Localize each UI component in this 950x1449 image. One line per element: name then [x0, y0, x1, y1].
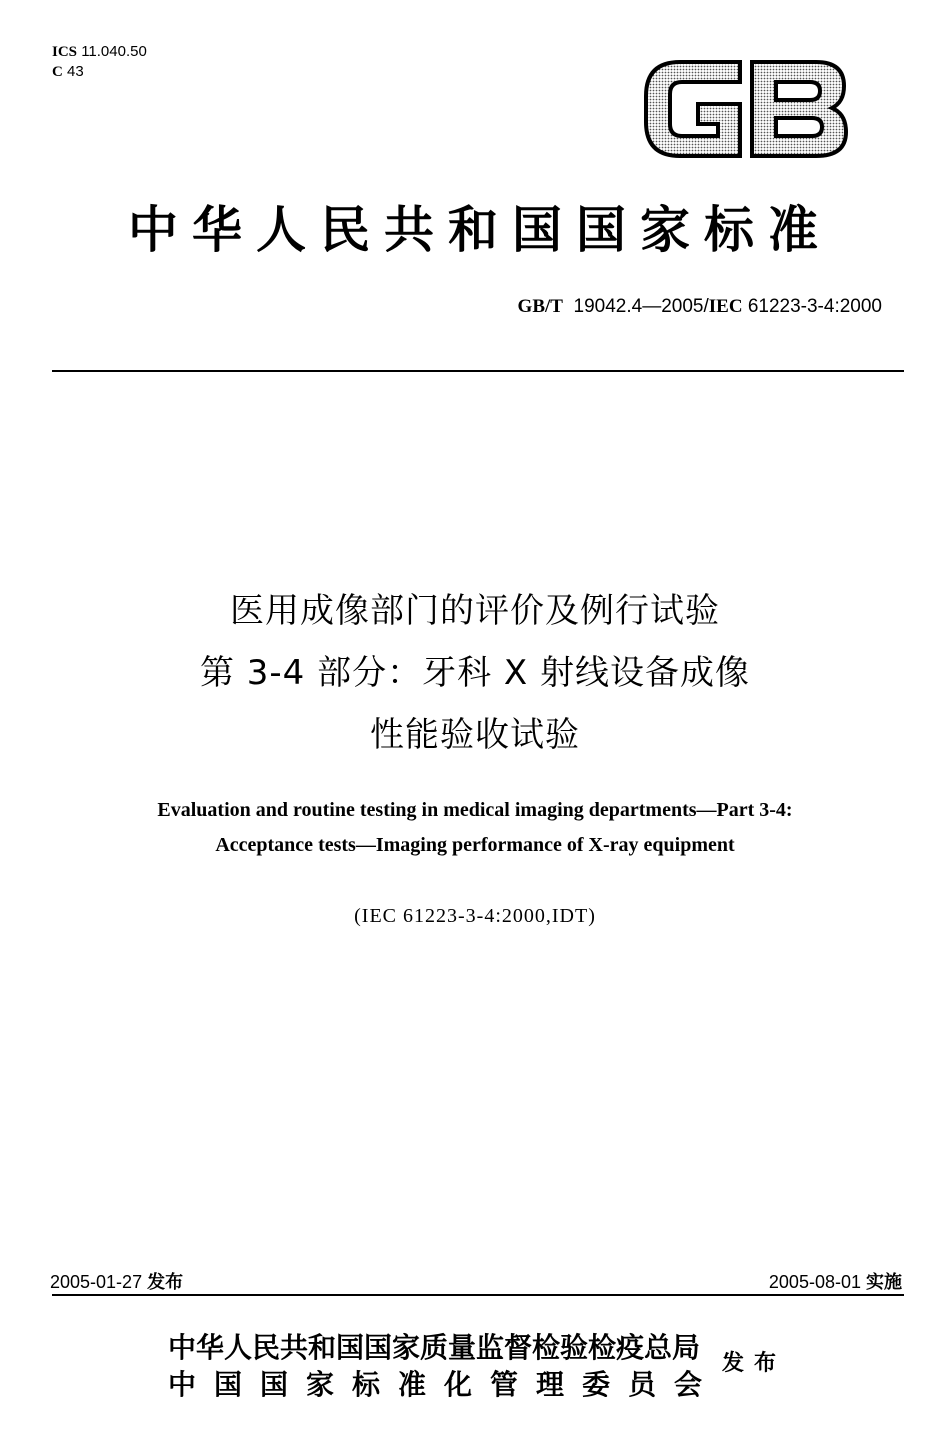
issue-date-value: 2005-01-27	[50, 1272, 143, 1292]
implementation-date-value: 2005-08-01	[768, 1272, 861, 1292]
class-code: 43	[67, 63, 84, 80]
standard-number-main: 19042.4—2005/	[573, 296, 709, 317]
issuer-line2: 中国国家标准化管理委员会	[168, 1368, 721, 1401]
title-cn-line2: 第 3-4 部分：牙科 X 射线设备成像	[199, 653, 751, 693]
issue-date	[50, 1268, 183, 1294]
title-cn-line3: 性能验收试验	[370, 715, 580, 755]
class-line	[52, 62, 147, 82]
title-en-line1: Evaluation and routine testing in medical imaging departments—Part 3-4:	[157, 799, 793, 821]
publish-label: 发布	[722, 1350, 787, 1376]
equivalence-note: (IEC 61223-3-4:2000,IDT)	[354, 905, 596, 927]
top-divider	[52, 370, 904, 372]
class-label: C	[52, 64, 63, 80]
standard-number	[518, 296, 882, 318]
title-cn-line1: 医用成像部门的评价及例行试验	[230, 591, 720, 631]
implementation-label: 实施	[866, 1272, 902, 1293]
issuer-line1: 中华人民共和国国家质量监督检验检疫总局	[168, 1331, 701, 1364]
standard-prefix: GB/T	[517, 296, 563, 317]
ics-code: 11.040.50	[81, 43, 147, 60]
country-standard-title: 中华人民共和国国家标准	[128, 200, 832, 259]
implementation-date	[769, 1268, 902, 1294]
gb-logo	[640, 50, 852, 168]
iec-number: 61223-3-4:2000	[747, 296, 882, 317]
iec-label: IEC	[708, 296, 743, 317]
title-en-line2: Acceptance tests—Imaging performance of X-ray equipment	[215, 834, 735, 856]
ics-line	[52, 42, 147, 62]
bottom-divider	[52, 1294, 904, 1296]
ics-label: ICS	[52, 44, 78, 60]
ics-classification	[52, 42, 147, 82]
issue-label: 发布	[147, 1272, 184, 1293]
